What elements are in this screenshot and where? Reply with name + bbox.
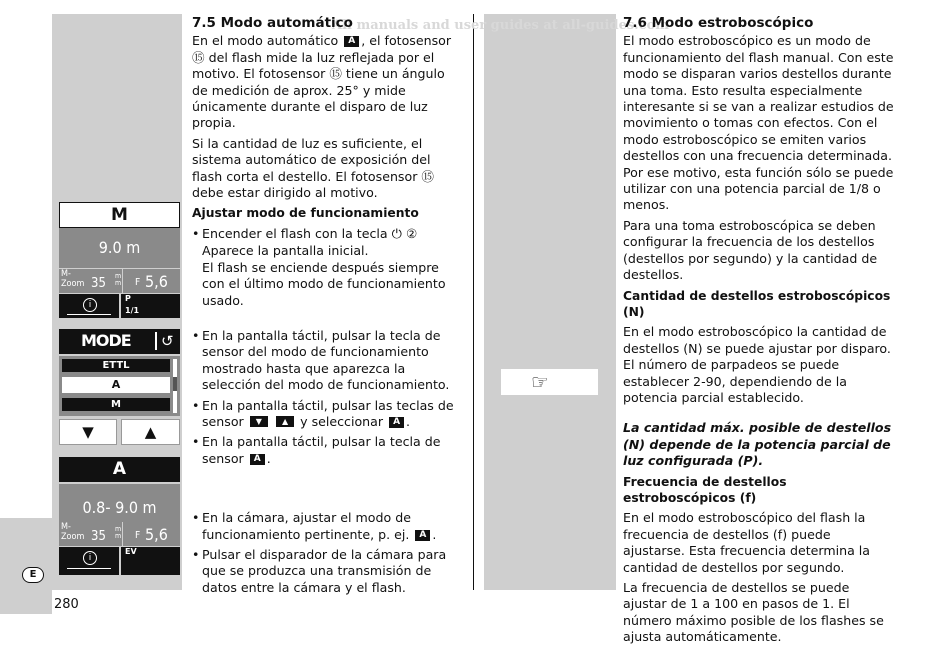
p1-end: , el fotosensor ⑮ del flash mide la luz reflejada por el motivo. El fotosensor ⑮ tiene un ángulo de medición de aprox. 25° y mide únicamente durante el disparo de luz propia. bbox=[192, 33, 452, 131]
info-underline-auto bbox=[67, 568, 111, 569]
subhead-flash-count: Cantidad de destellos estroboscópicos (N) bbox=[623, 288, 891, 319]
power-icon: ⏻ bbox=[391, 226, 402, 242]
display-screen-manual bbox=[59, 202, 180, 318]
bullet-power-on bbox=[192, 226, 464, 309]
ev-label: EV bbox=[125, 547, 137, 556]
display-screen-auto bbox=[59, 457, 180, 575]
mode-title-bar bbox=[59, 329, 180, 354]
mode-option-ettl-label: ETTL bbox=[102, 360, 130, 371]
info-icon-auto: i bbox=[83, 551, 97, 565]
section-title-auto-mode: 7.5 Modo automático bbox=[192, 15, 353, 31]
subhead-flash-frequency: Frecuencia de destellos estroboscópicos (f) bbox=[623, 474, 787, 505]
power-key-number: ② bbox=[405, 225, 418, 241]
left-margin-strip bbox=[0, 518, 52, 614]
scrollbar[interactable] bbox=[173, 359, 177, 413]
paragraph-flash-count: En el modo estroboscópico la cantidad de destellos (N) se puede ajustar por disparo. El número de parpadeos se puede establecer 2-90, dependiendo de la potencia parcial establecido. bbox=[623, 324, 891, 405]
arrow-up-button[interactable] bbox=[121, 419, 180, 445]
mode-option-a-selected[interactable] bbox=[62, 377, 170, 393]
aperture-value: 5,6 bbox=[145, 272, 168, 291]
bullet-touch-arrows-select: y seleccionar bbox=[300, 413, 384, 429]
language-badge-label: E bbox=[29, 569, 37, 580]
note-icon-box bbox=[501, 369, 598, 395]
zoom-display-auto[interactable] bbox=[59, 522, 122, 546]
mode-header[interactable] bbox=[59, 202, 180, 228]
info-icon: i bbox=[83, 298, 97, 312]
arrow-down-icon: ▼ bbox=[82, 423, 94, 441]
info-button-auto[interactable] bbox=[59, 547, 119, 575]
aperture-label-auto: F bbox=[135, 530, 141, 541]
mode-label: M bbox=[111, 205, 128, 225]
ev-display[interactable] bbox=[121, 547, 180, 575]
distance-value: 9.0 m bbox=[98, 238, 141, 257]
pointing-hand-icon: ☞ bbox=[531, 370, 549, 394]
power-level-display[interactable] bbox=[121, 294, 180, 318]
mode-option-a-label: A bbox=[111, 378, 121, 391]
arrow-down-key-icon: ▼ bbox=[250, 416, 268, 427]
paragraph-strobe-config: Para una toma estroboscópica se deben configurar la frecuencia de los destellos (destellos por segundo) y la cantidad de destellos. bbox=[623, 217, 878, 283]
info-button[interactable] bbox=[59, 294, 119, 318]
display-screen-mode-select bbox=[59, 329, 180, 447]
period: . bbox=[266, 450, 271, 466]
mode-option-m-label: M bbox=[111, 399, 121, 410]
mode-label-auto: A bbox=[112, 459, 127, 479]
distance-display bbox=[59, 228, 180, 268]
distance-range-value: 0.8- 9.0 m bbox=[82, 498, 157, 517]
mode-header-auto[interactable] bbox=[59, 457, 180, 482]
bullet-touch-confirm bbox=[192, 434, 464, 467]
column-divider bbox=[473, 14, 474, 590]
paragraph-frequency-range: La frecuencia de destellos se puede ajustar de 1 a 100 en pasos de 1. El número máximo posible de los flashes se ajusta automáticamente. bbox=[623, 580, 884, 645]
period: . bbox=[432, 526, 437, 542]
watermark: All manuals and user guides at all-guides.com bbox=[332, 18, 670, 33]
bullet-shutter: • Pulsar el disparador de la cámara para que se produzca una transmisión de datos entre la cámara y el flash. bbox=[192, 547, 464, 596]
arrow-up-icon: ▲ bbox=[144, 423, 157, 441]
power-value: 1/1 bbox=[125, 306, 140, 315]
info-underline bbox=[67, 314, 111, 315]
key-a-icon: A bbox=[389, 417, 404, 428]
bullet-touch-arrows bbox=[192, 398, 464, 431]
bullet-touch-arrows-text: En la pantalla táctil, pulsar las teclas de sensor bbox=[202, 397, 454, 429]
aperture-value-auto: 5,6 bbox=[145, 525, 168, 544]
zoom-label-auto: M- Zoom bbox=[61, 522, 85, 542]
zoom-label: M- Zoom bbox=[61, 269, 85, 289]
p1-start: En el modo automático bbox=[192, 33, 339, 49]
right-gray-column bbox=[484, 14, 616, 590]
mode-option-ettl[interactable] bbox=[62, 359, 170, 372]
page-number: 280 bbox=[54, 597, 79, 612]
arrow-down-button[interactable] bbox=[59, 419, 117, 445]
bullet-camera-mode bbox=[192, 510, 464, 543]
zoom-unit-auto: m m bbox=[115, 525, 122, 540]
key-a-icon: A bbox=[344, 36, 359, 47]
zoom-value-auto: 35 bbox=[91, 529, 106, 544]
bullet-touch-mode-key: • En la pantalla táctil, pulsar la tecla de sensor del modo de funcionamiento mostrado hasta que aparezca la selección del modo de funcionamiento. bbox=[192, 328, 464, 394]
bullet-power-on-screen: Aparece la pantalla inicial. bbox=[202, 243, 369, 259]
aperture-display-auto[interactable] bbox=[123, 522, 180, 546]
bullet-power-on-text: Encender el flash con la tecla bbox=[202, 225, 388, 241]
mode-title: MODE bbox=[81, 331, 131, 350]
paragraph-auto-exposure: Si la cantidad de luz es suficiente, el sistema automático de exposición del flash corta el destello. El fotosensor ⑮ debe estar dirigido al motivo. bbox=[192, 135, 434, 201]
section-title-strobe: 7.6 Modo estroboscópico bbox=[623, 15, 814, 31]
zoom-unit: m m bbox=[115, 272, 122, 287]
bullet-touch-confirm-text: En la pantalla táctil, pulsar la tecla de sensor bbox=[202, 434, 441, 466]
scrollbar-thumb[interactable] bbox=[173, 377, 177, 391]
paragraph-auto-intro bbox=[192, 33, 464, 131]
distance-display-auto bbox=[59, 484, 180, 522]
mode-option-m[interactable] bbox=[62, 398, 170, 411]
paragraph-frequency: En el modo estroboscópico del flash la frecuencia de destellos (f) puede ajustarse. Esta frecuencia determina la cantidad de destellos por segundo. bbox=[623, 510, 871, 575]
power-label: P bbox=[125, 294, 131, 303]
key-a-icon: A bbox=[415, 530, 430, 541]
period: . bbox=[406, 413, 411, 429]
arrow-up-key-icon: ▲ bbox=[276, 416, 294, 427]
aperture-display[interactable] bbox=[123, 269, 180, 293]
aperture-label: F bbox=[135, 277, 141, 288]
key-a-icon: A bbox=[250, 454, 265, 465]
back-icon[interactable]: ↺ bbox=[155, 332, 174, 350]
right-text-column bbox=[623, 15, 895, 650]
bullet-camera-mode-text: En la cámara, ajustar el modo de funcionamiento pertinente, p. ej. bbox=[202, 510, 411, 542]
paragraph-strobe-intro: El modo estroboscópico es un modo de funcionamiento del flash manual. Con este modo se disparan varios destellos durante una toma. Esto resulta especialmente interesante si se van a realizar estudios de movimiento o tomas con efectos. Con el modo estroboscópico se emiten varios destellos con una frecuencia determinada. Por ese motivo, esta función sólo se puede utilizar con una potencia parcial de 1/8 o menos. bbox=[623, 33, 894, 213]
mode-list bbox=[59, 356, 180, 416]
zoom-display[interactable] bbox=[59, 269, 122, 293]
subhead-set-mode: Ajustar modo de funcionamiento bbox=[192, 206, 419, 221]
left-text-column bbox=[192, 15, 464, 596]
language-badge bbox=[22, 567, 44, 583]
zoom-value: 35 bbox=[91, 276, 106, 291]
bullet-power-on-last-mode: El flash se enciende después siempre con el último modo de funcionamiento usado. bbox=[202, 259, 446, 308]
note-max-flashes: La cantidad máx. posible de destellos (N) depende de la potencia parcial de luz configurada (P). bbox=[623, 420, 892, 469]
